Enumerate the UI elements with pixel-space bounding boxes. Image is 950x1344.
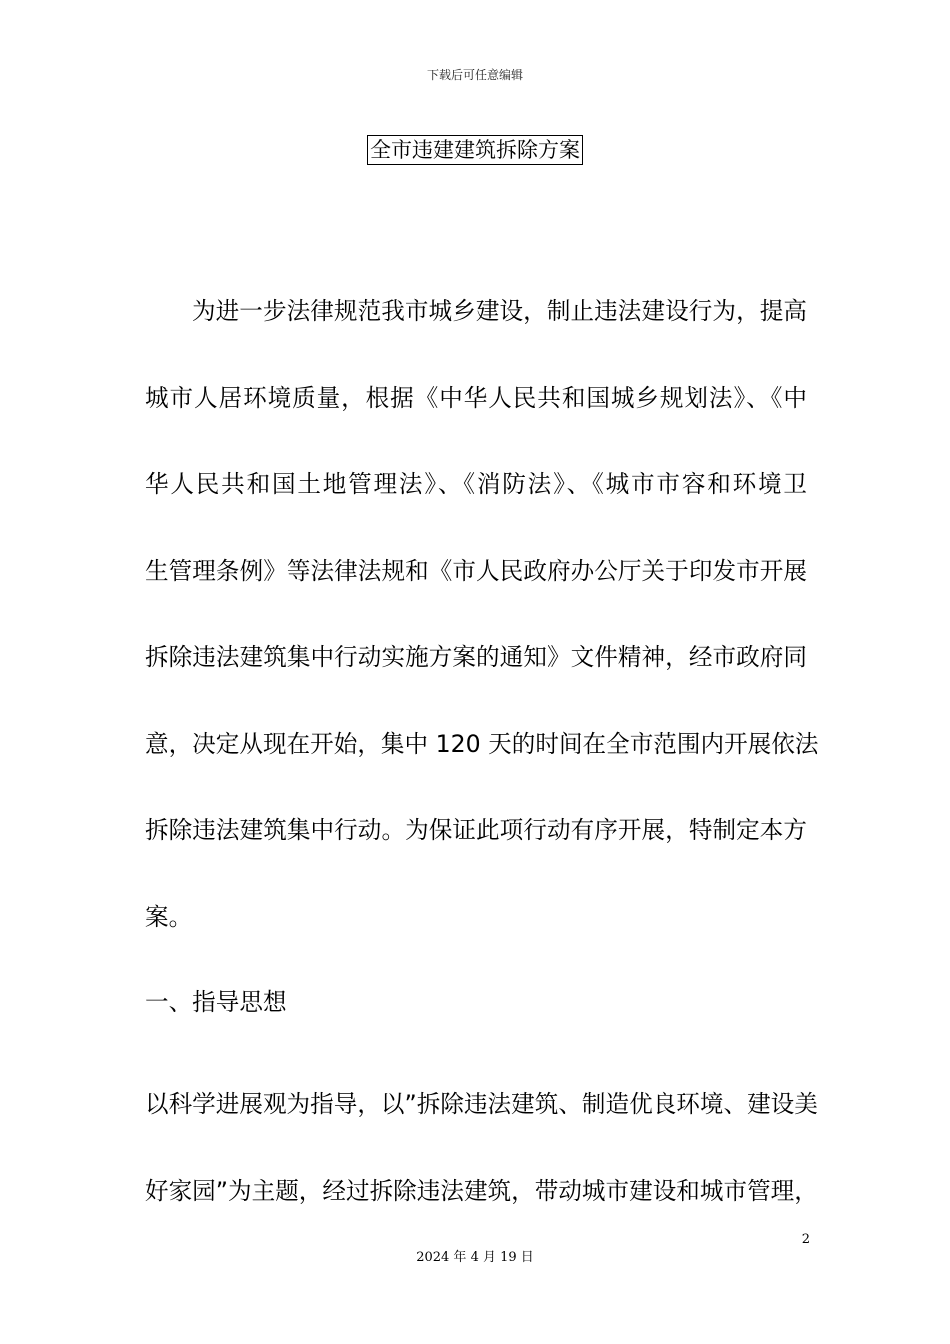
paragraph-line: 以科学进展观为指导，以”拆除违法建筑、制造优良环境、建设美	[145, 1090, 818, 1118]
paragraph-line: 好家园”为主题，经过拆除违法建筑，带动城市建设和城市管理，	[145, 1176, 818, 1205]
page-number: 2	[801, 1232, 810, 1247]
title-container	[0, 135, 950, 165]
paragraph-line: 城市人居环境质量，根据《中华人民共和国城乡规划法》、《中	[145, 383, 807, 412]
paragraph-line: 生管理条例》等法律法规和《市人民政府办公厅关于印发市开展	[145, 556, 807, 585]
paragraph-line: 案。	[145, 902, 193, 931]
section-heading: 一、指导思想	[145, 988, 287, 1016]
paragraph-line: 拆除违法建筑集中行动实施方案的通知》文件精神，经市政府同	[145, 643, 807, 671]
document-title: 全市违建建筑拆除方案	[367, 135, 583, 165]
paragraph-line: 拆除违法建筑集中行动。为保证此项行动有序开展，特制定本方	[145, 816, 807, 844]
section-paragraph	[145, 1090, 818, 1266]
intro-paragraph	[145, 297, 819, 992]
paragraph-line: 为进一步法律规范我市城乡建设，制止违法建设行为，提高	[192, 297, 807, 325]
page-header-note: 下载后可任意编辑	[426, 68, 523, 82]
paragraph-line: 华人民共和国土地管理法》、《消防法》、《城市市容和环境卫	[145, 470, 807, 498]
footer-date: 2024 年 4 月 19 日	[416, 1250, 534, 1265]
paragraph-line: 意，决定从现在开始，集中 120 天的时间在全市范围内开展依法	[145, 729, 819, 758]
